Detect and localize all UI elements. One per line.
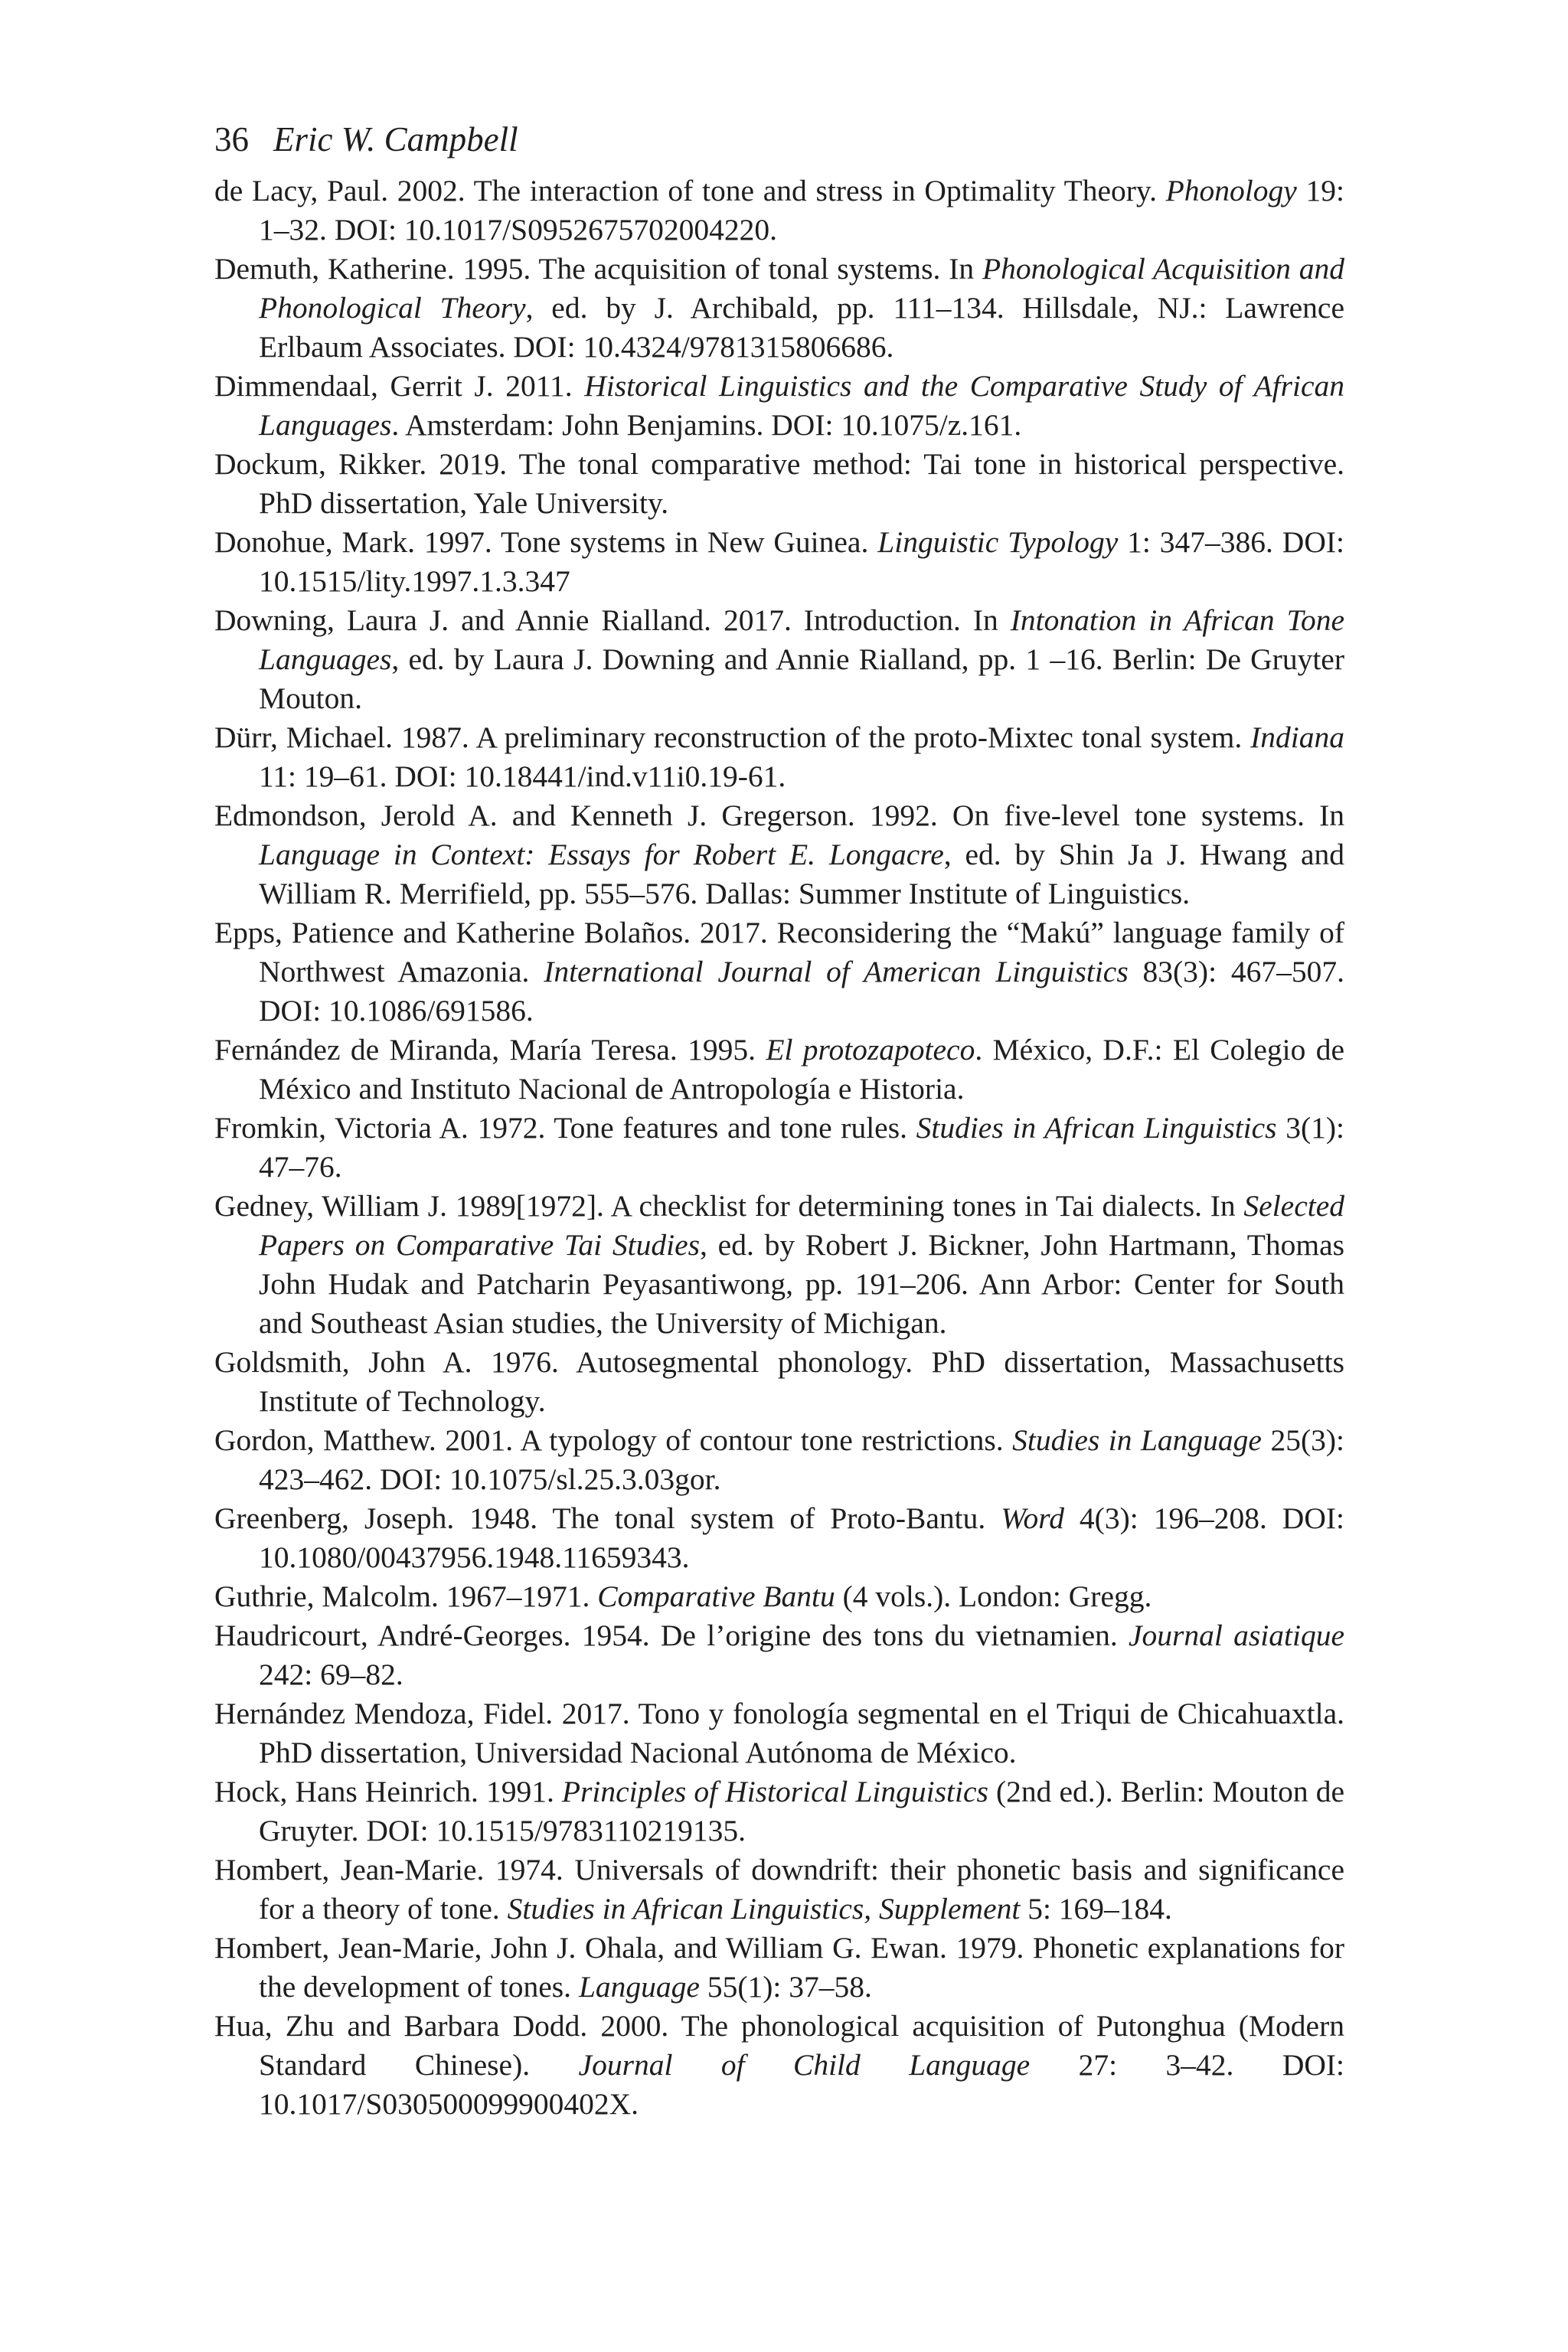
reference-text: Gedney, William J. 1989[1972]. A checklist for determining tones in Tai dialects. In <box>214 1189 1244 1223</box>
reference-text: 242: 69–82. <box>259 1658 403 1691</box>
reference-text: Fernández de Miranda, María Teresa. 1995. <box>214 1033 766 1067</box>
reference-entry <box>214 1187 1344 1343</box>
reference-text: 19: 1–32. DOI: 10.1017/S0952675702004220. <box>259 174 1345 247</box>
reference-text: . Amsterdam: John Benjamins. DOI: 10.1075/z.161. <box>391 408 1022 442</box>
reference-title-italic: Historical Linguistics and the Comparative Study of African Languages <box>259 369 1344 442</box>
reference-entry <box>214 1929 1344 2007</box>
reference-entry <box>214 1577 1344 1616</box>
reference-entry <box>214 601 1344 718</box>
reference-title-italic: Principles of Historical Linguistics <box>561 1775 988 1808</box>
reference-title-italic: El protozapoteco <box>766 1033 975 1067</box>
page-number: 36 <box>214 120 249 158</box>
reference-text: de Lacy, Paul. 2002. The interaction of tone and stress in Optimality Theory. <box>214 174 1166 207</box>
reference-text: 11: 19–61. DOI: 10.18441/ind.v11i0.19-61. <box>259 760 786 793</box>
reference-text: . México, D.F.: El Colegio de México and Instituto Nacional de Antropología e Historia. <box>259 1033 1344 1106</box>
reference-text: Haudricourt, André-Georges. 1954. De l’origine des tons du vietnamien. <box>214 1619 1129 1652</box>
reference-title-italic: International Journal of American Linguistics <box>544 955 1129 988</box>
reference-text: Hombert, Jean-Marie. 1974. Universals of downdrift: their phonetic basis and significance for a theory of tone. <box>214 1853 1344 1926</box>
running-head <box>214 115 1344 164</box>
reference-entry <box>214 1851 1344 1929</box>
reference-entry <box>214 2007 1344 2124</box>
page <box>214 115 1344 2124</box>
reference-list <box>214 172 1344 2124</box>
reference-entry <box>214 1343 1344 1421</box>
reference-entry <box>214 445 1344 523</box>
reference-text: Epps, Patience and Katherine Bolaños. 2017. Reconsidering the “Makú” language family of Northwest Amazonia. <box>214 916 1344 988</box>
reference-entry <box>214 796 1344 913</box>
reference-text: 1: 347–386. DOI: 10.1515/lity.1997.1.3.347 <box>259 525 1344 598</box>
reference-text: Donohue, Mark. 1997. Tone systems in New Guinea. <box>214 525 878 559</box>
running-head-author: Eric W. Campbell <box>273 120 518 158</box>
reference-text: 27: 3–42. DOI: 10.1017/S030500099900402X. <box>259 2048 1345 2121</box>
reference-entry <box>214 1694 1344 1772</box>
reference-text: Fromkin, Victoria A. 1972. Tone features and tone rules. <box>214 1111 916 1145</box>
reference-text: 5: 169–184. <box>1020 1892 1172 1926</box>
reference-entry <box>214 250 1344 367</box>
reference-entry <box>214 1031 1344 1109</box>
reference-entry <box>214 1499 1344 1577</box>
reference-text: Guthrie, Malcolm. 1967–1971. <box>214 1579 598 1613</box>
reference-text: , ed. by J. Archibald, pp. 111–134. Hillsdale, NJ.: Lawrence Erlbaum Associates. DOI: 10.4324/9781315806686. <box>259 291 1344 364</box>
reference-title-italic: Language <box>578 1970 700 2004</box>
reference-text: (2nd ed.). Berlin: Mouton de Gruyter. DOI: 10.1515/9783110219135. <box>259 1775 1344 1847</box>
reference-title-italic: Comparative Bantu <box>597 1579 835 1613</box>
reference-title-italic: Journal asiatique <box>1129 1619 1344 1652</box>
reference-entry <box>214 523 1344 601</box>
reference-title-italic: Phonological Acquisition and Phonological Theory <box>259 252 1344 325</box>
reference-entry <box>214 172 1344 250</box>
reference-entry <box>214 913 1344 1031</box>
reference-title-italic: Phonology <box>1165 174 1297 207</box>
reference-text: 55(1): 37–58. <box>699 1970 872 2004</box>
reference-text: Dimmendaal, Gerrit J. 2011. <box>214 369 585 403</box>
reference-text: 83(3): 467–507. DOI: 10.1086/691586. <box>259 955 1344 1027</box>
reference-text: , ed. by Shin Ja J. Hwang and William R. Merrifield, pp. 555–576. Dallas: Summer Institute of Linguistics. <box>259 838 1344 910</box>
reference-title-italic: Intonation in African Tone Languages <box>259 603 1344 676</box>
reference-text: Goldsmith, John A. 1976. Autosegmental phonology. PhD dissertation, Massachusetts Institute of Technology. <box>214 1345 1344 1418</box>
reference-entry <box>214 1616 1344 1694</box>
reference-entry <box>214 718 1344 796</box>
reference-text: Hock, Hans Heinrich. 1991. <box>214 1775 562 1808</box>
reference-text: (4 vols.). London: Gregg. <box>835 1579 1152 1613</box>
reference-text: , ed. by Laura J. Downing and Annie Rialland, pp. 1 –16. Berlin: De Gruyter Mouton. <box>259 642 1344 715</box>
reference-text: Dockum, Rikker. 2019. The tonal comparative method: Tai tone in historical perspective. PhD dissertation, Yale University. <box>214 447 1344 520</box>
reference-text: Hua, Zhu and Barbara Dodd. 2000. The phonological acquisition of Putonghua (Modern Standard Chinese). <box>214 2009 1344 2082</box>
reference-title-italic: Selected Papers on Comparative Tai Studies <box>259 1189 1344 1262</box>
reference-title-italic: Studies in Language <box>1012 1423 1262 1457</box>
reference-title-italic: Journal of Child Language <box>578 2048 1031 2082</box>
reference-title-italic: Word <box>1001 1501 1064 1535</box>
reference-title-italic: Linguistic Typology <box>877 525 1119 559</box>
reference-text: Greenberg, Joseph. 1948. The tonal system of Proto-Bantu. <box>214 1501 1001 1535</box>
reference-title-italic: Indiana <box>1250 720 1344 754</box>
reference-text: Hernández Mendoza, Fidel. 2017. Tono y fonología segmental en el Triqui de Chicahuaxtla. PhD dissertation, Universidad Nacional Autónoma de México. <box>214 1697 1344 1769</box>
reference-title-italic: Studies in African Linguistics, Supplement <box>507 1892 1021 1926</box>
reference-title-italic: Language in Context: Essays for Robert E. Longacre <box>259 838 944 871</box>
reference-text: Edmondson, Jerold A. and Kenneth J. Gregerson. 1992. On five-level tone systems. In <box>214 799 1344 832</box>
reference-entry <box>214 1772 1344 1851</box>
reference-text: Dürr, Michael. 1987. A preliminary reconstruction of the proto-Mixtec tonal system. <box>214 720 1251 754</box>
reference-text: Downing, Laura J. and Annie Rialland. 2017. Introduction. In <box>214 603 1011 637</box>
reference-entry <box>214 1421 1344 1499</box>
reference-text: 4(3): 196–208. DOI: 10.1080/00437956.1948.11659343. <box>259 1501 1344 1574</box>
reference-text: 25(3): 423–462. DOI: 10.1075/sl.25.3.03gor. <box>259 1423 1344 1496</box>
reference-text: Gordon, Matthew. 2001. A typology of contour tone restrictions. <box>214 1423 1013 1457</box>
reference-entry <box>214 1109 1344 1187</box>
reference-entry <box>214 367 1344 445</box>
reference-text: Hombert, Jean-Marie, John J. Ohala, and William G. Ewan. 1979. Phonetic explanations for the development of tones. <box>214 1931 1344 2004</box>
reference-text: , ed. by Robert J. Bickner, John Hartmann, Thomas John Hudak and Patcharin Peyasantiwong, pp. 191–206. Ann Arbor: Center for South and Southeast Asian studies, the University of Michigan. <box>259 1228 1344 1340</box>
reference-title-italic: Studies in African Linguistics <box>916 1111 1277 1145</box>
reference-text: 3(1): 47–76. <box>259 1111 1344 1184</box>
reference-text: Demuth, Katherine. 1995. The acquisition of tonal systems. In <box>214 252 982 286</box>
